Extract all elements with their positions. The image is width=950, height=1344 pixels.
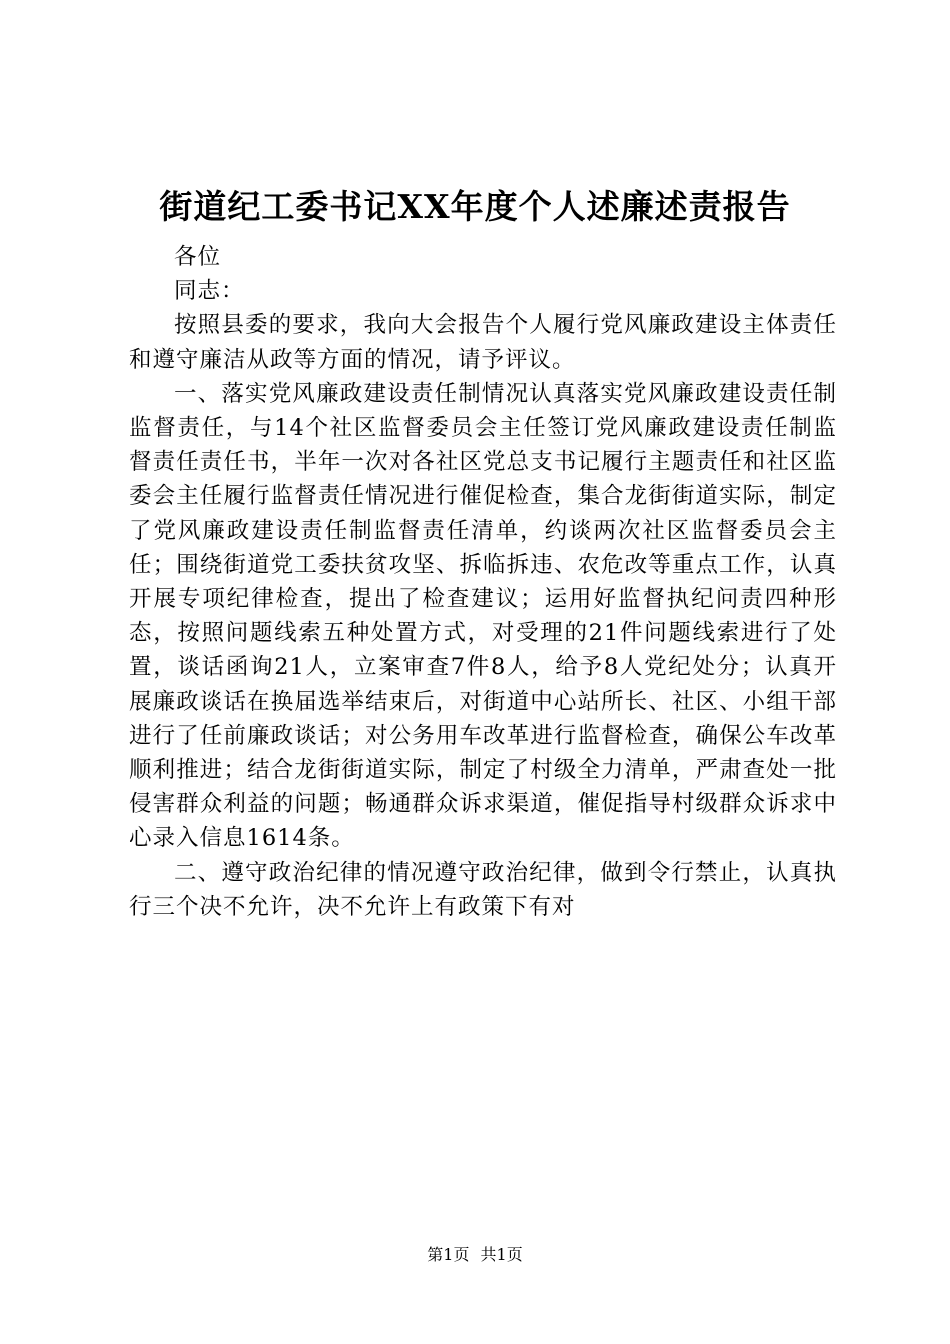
document-title: 街道纪工委书记XX年度个人述廉述责报告 <box>159 187 791 226</box>
intro-paragraph: 按照县委的要求，我向大会报告个人履行党风廉政建设主体责任和遵守廉洁从政等方面的情况，请予评议。 <box>129 312 837 373</box>
section-two-paragraph: 二、遵守政治纪律的情况遵守政治纪律，做到令行禁止，认真执行三个决不允许，决不允许上有政策下有对 <box>129 859 837 920</box>
page-footer <box>0 1245 950 1265</box>
page-total: 共1页 <box>480 1245 523 1264</box>
document-body <box>129 240 837 924</box>
page-number: 第1页 <box>427 1245 470 1264</box>
salutation-line-1: 各位 <box>174 244 222 270</box>
salutation-line-2: 同志： <box>174 278 245 305</box>
section-one-paragraph: 一、落实党风廉政建设责任制情况认真落实党风廉政建设责任制监督责任，与14个社区监督委员会主任签订党风廉政建设责任制监督责任责任书，半年一次对各社区党总支书记履行主题责任和社区监委会主任履行监督责任情况进行催促检查，集合龙街街道实际，制定了党风廉政建设责任制监督责任清单，约谈两次社区监督委员会主任；围绕街道党工委扶贫攻坚、拆临拆违、农危改等重点工作，认真开展专项纪律检查，提出了检查建议；运用好监督执纪问责四种形态，按照问题线索五种处置方式，对受理的21件问题线索进行了处置，谈话函询21人，立案审查7件8人，给予8人党纪处分；认真开展廉政谈话在换届选举结束后，对街道中心站所长、社区、小组干部进行了任前廉政谈话；对公务用车改革进行监督检查，确保公车改革顺利推进；结合龙街街道实际，制定了村级全力清单，严肃查处一批侵害群众利益的问题；畅通群众诉求渠道，催促指导村级群众诉求中心录入信息1614条。 <box>129 380 837 852</box>
